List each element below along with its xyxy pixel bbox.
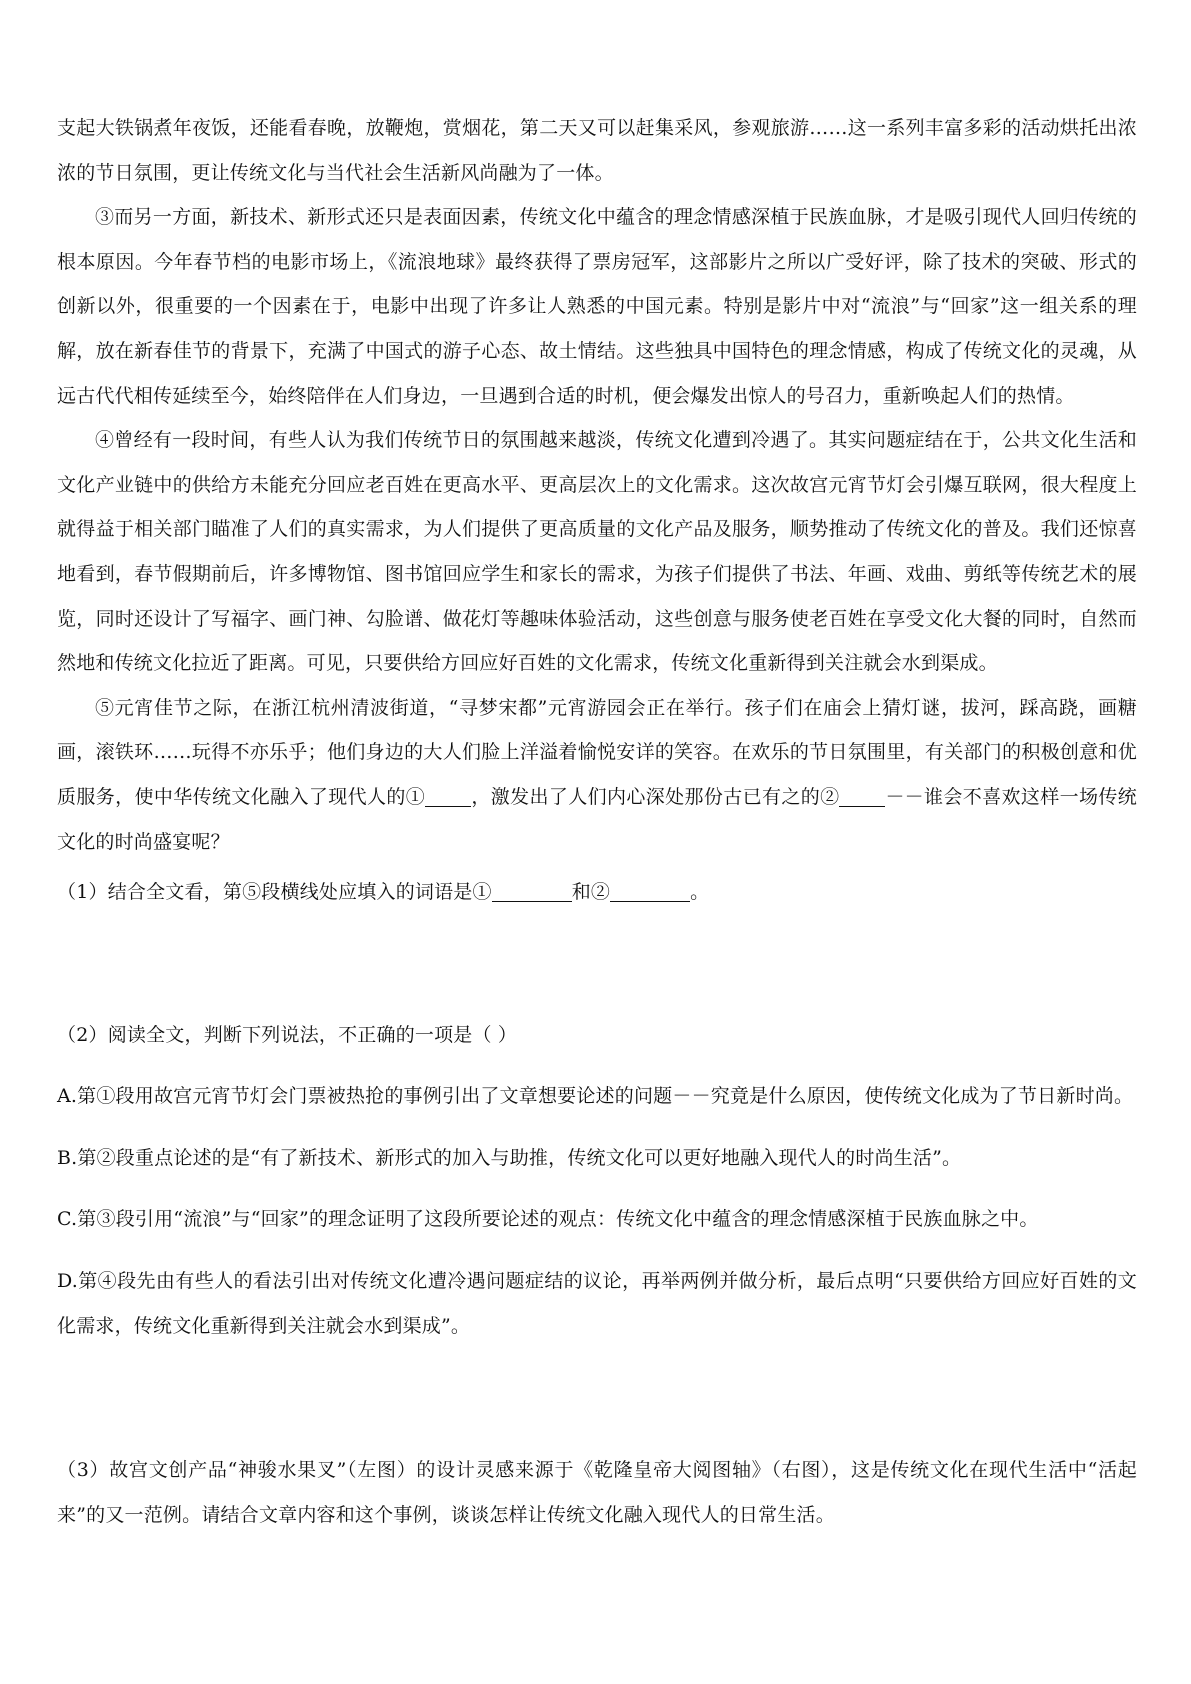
option-d[interactable]: D.第④段先由有些人的看法引出对传统文化遭冷遇问题症结的议论，再举两例并做分析，最后点明“只要供给方回应好百姓的文化需求，传统文化重新得到关注就会水到渠成”。 xyxy=(57,1270,1137,1337)
paragraph-4: ④曾经有一段时间，有些人认为我们传统节日的氛围越来越淡，传统文化遭到冷遇了。其实问题症结在于，公共文化生活和文化产业链中的供给方未能充分回应老百姓在更高水平、更高层次上的文化需求。这次故宫元宵节灯会引爆互联网，很大程度上就得益于相关部门瞄准了人们的真实需求，为人们提供了更高质量的文化产品及服务，顺势推动了传统文化的普及。我们还惊喜地看到，春节假期前后，许多博物馆、图书馆回应学生和家长的需求，为孩子们提供了书法、年画、戏曲、剪纸等传统艺术的展览，同时还设计了写福字、画门神、勾脸谱、做花灯等趣味体验活动，这些创意与服务使老百姓在享受文化大餐的同时，自然而然地和传统文化拉近了距离。可见，只要供给方回应好百姓的文化需求，传统文化重新得到关注就会水到渠成。 xyxy=(57,429,1137,675)
option-c[interactable]: C.第③段引用“流浪”与“回家”的理念证明了这段所要论述的观点：传统文化中蕴含的理念情感深植于民族血脉之中。 xyxy=(57,1208,1039,1231)
paragraph-5 xyxy=(57,686,1137,864)
option-a[interactable]: A.第①段用故宫元宵节灯会门票被热抢的事例引出了文章想要论述的问题－－究竟是什么原因，使传统文化成为了节日新时尚。 xyxy=(57,1085,1134,1108)
paragraph-5-part-b: ，激发出了人们内心深处那份古已有之的② xyxy=(471,785,840,808)
document-page xyxy=(57,106,1137,1537)
answer-blank-1[interactable] xyxy=(492,877,572,902)
question-1-part-b: 和② xyxy=(571,881,611,904)
answer-blank-2[interactable] xyxy=(610,877,690,902)
paragraph-2-continued: 支起大铁锅煮年夜饭，还能看春晚，放鞭炮，赏烟花，第二天又可以赶集采风，参观旅游……这一系列丰富多彩的活动烘托出浓浓的节日氛围，更让传统文化与当代社会生活新风尚融为了一体。 xyxy=(57,117,1137,184)
paragraph-5-part-c: －－谁会不喜欢这样一场传统文化的时尚盛宴呢？ xyxy=(57,785,1137,853)
question-1 xyxy=(57,870,1137,915)
question-3: （3）故宫文创产品“神骏水果叉”（左图）的设计灵感来源于《乾隆皇帝大阅图轴》（右图），这是传统文化在现代生活中“活起来”的又一范例。请结合文章内容和这个事例，谈谈怎样让传统文化融入现代人的日常生活。 xyxy=(57,1459,1137,1526)
fill-blank-1[interactable] xyxy=(425,782,471,807)
question-1-part-a: （1）结合全文看，第⑤段横线处应填入的词语是① xyxy=(57,881,492,904)
question-1-part-c: 。 xyxy=(690,881,710,904)
question-2: （2）阅读全文，判断下列说法，不正确的一项是（ ） xyxy=(57,1023,518,1046)
option-b[interactable]: B.第②段重点论述的是“有了新技术、新形式的加入与助推，传统文化可以更好地融入现代人的时尚生活”。 xyxy=(57,1146,962,1169)
fill-blank-2[interactable] xyxy=(839,782,885,807)
paragraph-3: ③而另一方面，新技术、新形式还只是表面因素，传统文化中蕴含的理念情感深植于民族血脉，才是吸引现代人回归传统的根本原因。今年春节档的电影市场上，《流浪地球》最终获得了票房冠军，这部影片之所以广受好评，除了技术的突破、形式的创新以外，很重要的一个因素在于，电影中出现了许多让人熟悉的中国元素。特别是影片中对“流浪”与“回家”这一组关系的理解，放在新春佳节的背景下，充满了中国式的游子心态、故土情结。这些独具中国特色的理念情感，构成了传统文化的灵魂，从远古代代相传延续至今，始终陪伴在人们身边，一旦遇到合适的时机，便会爆发出惊人的号召力，重新唤起人们的热情。 xyxy=(57,206,1137,407)
paragraph-5-part-a: ⑤元宵佳节之际，在浙江杭州清波街道，“寻梦宋都”元宵游园会正在举行。孩子们在庙会上猜灯谜，拔河，踩高跷，画糖画，滚铁环……玩得不亦乐乎；他们身边的大人们脸上洋溢着愉悦安详的笑容。在欢乐的节日氛围里，有关部门的积极创意和优质服务，使中华传统文化融入了现代人的① xyxy=(57,696,1137,808)
